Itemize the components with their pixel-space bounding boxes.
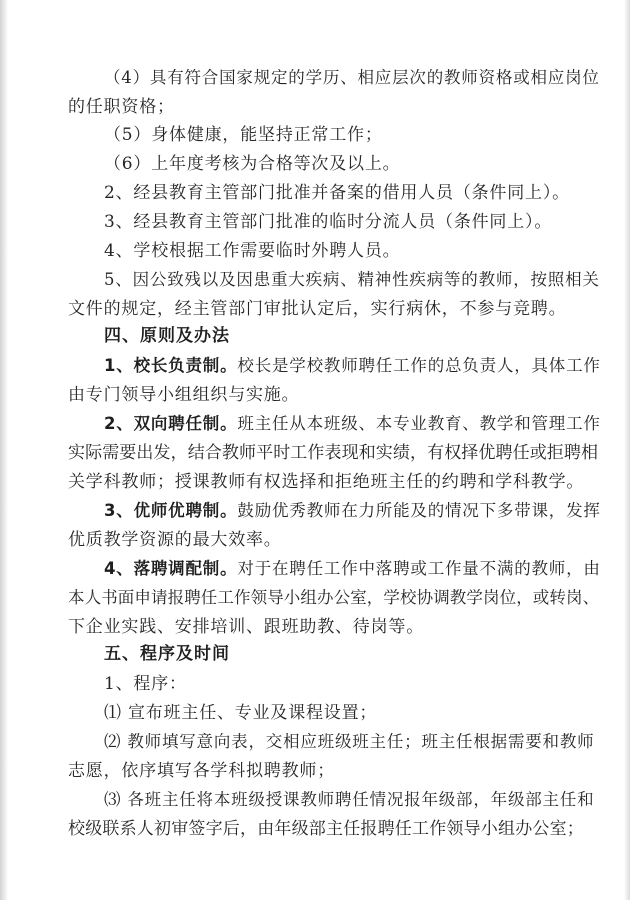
paragraph-excellent-teachers — [104, 501, 601, 521]
paragraph-two-way-hiring — [104, 414, 601, 434]
paragraph-reassignment — [104, 559, 601, 579]
paragraph-label: 3、优师优聘制。 — [104, 501, 238, 520]
text-line: 由专门领导小组组织与实施。 — [68, 385, 300, 405]
paragraph-text: 鼓励优秀教师在力所能及的情况下多带课，发挥 — [237, 501, 601, 520]
text-line: （5）身体健康，能坚持正常工作； — [104, 125, 383, 145]
list-item: ⑵ 教师填写意向表，交相应班级班主任；班主任根据需要和教师 — [104, 732, 595, 751]
text-line: 1、程序： — [104, 674, 187, 694]
list-item: ⑶ 各班主任将本班级授课教师聘任情况报年级部，年级部主任和 — [104, 790, 595, 809]
paragraph-text: 班主任从本班级、本专业教育、教学和管理工作 — [237, 414, 601, 433]
paragraph-label: 1、校长负责制。 — [104, 356, 238, 375]
text-line: 下企业实践、安排培训、跟班助教、待岗等。 — [68, 617, 424, 637]
text-line: 4、学校根据工作需要临时外聘人员。 — [104, 241, 401, 261]
text-line: 关学科教师；授课教师有权选择和拒绝班主任的约聘和学科教学。 — [68, 472, 585, 492]
section-heading-principles: 四、原则及办法 — [104, 326, 230, 346]
text-line: 优质教学资源的最大效率。 — [68, 530, 282, 550]
text-line: 校级联系人初审签字后，由年级部主任报聘任工作领导小组办公室； — [68, 819, 584, 839]
text-line: 文件的规定，经主管部门审批认定后，实行病休，不参与竞聘。 — [68, 299, 567, 319]
section-heading-procedure: 五、程序及时间 — [104, 644, 230, 664]
paragraph-label: 2、双向聘任制。 — [104, 414, 238, 433]
text-line: （4）具有符合国家规定的学历、相应层次的教师资格或相应岗位 — [104, 68, 600, 87]
text-line: 3、经县教育主管部门批准的临时分流人员（条件同上）。 — [104, 212, 553, 232]
paragraph-principal-responsibility — [104, 356, 601, 376]
list-item: ⑴ 宣布班主任、专业及课程设置； — [104, 703, 378, 723]
paragraph-text: 校长是学校教师聘任工作的总负责人，具体工作 — [237, 356, 601, 375]
paragraph-text: 对于在聘任工作中落聘或工作量不满的教师，由 — [237, 559, 601, 578]
text-line: 2、经县教育主管部门批准并备案的借用人员（条件同上）。 — [104, 183, 570, 203]
text-line: （6）上年度考核为合格等次及以上。 — [104, 154, 401, 174]
paragraph-label: 4、落聘调配制。 — [104, 559, 238, 578]
text-line: 本人书面申请报聘任工作领导小组办公室，学校协调教学岗位，或转岗、 — [68, 588, 600, 607]
text-line: 5、因公致残以及因患重大疾病、精神性疾病等的教师，按照相关 — [104, 270, 600, 289]
scan-left-edge — [0, 0, 8, 900]
scan-right-edge — [624, 0, 630, 900]
text-line: 实际需要出发，结合教师平时工作表现和实绩，有权择优聘任或拒聘相 — [68, 443, 599, 463]
text-line: 的任职资格； — [68, 97, 175, 117]
text-line: 志愿，依序填写各学科拟聘教师； — [68, 761, 335, 781]
